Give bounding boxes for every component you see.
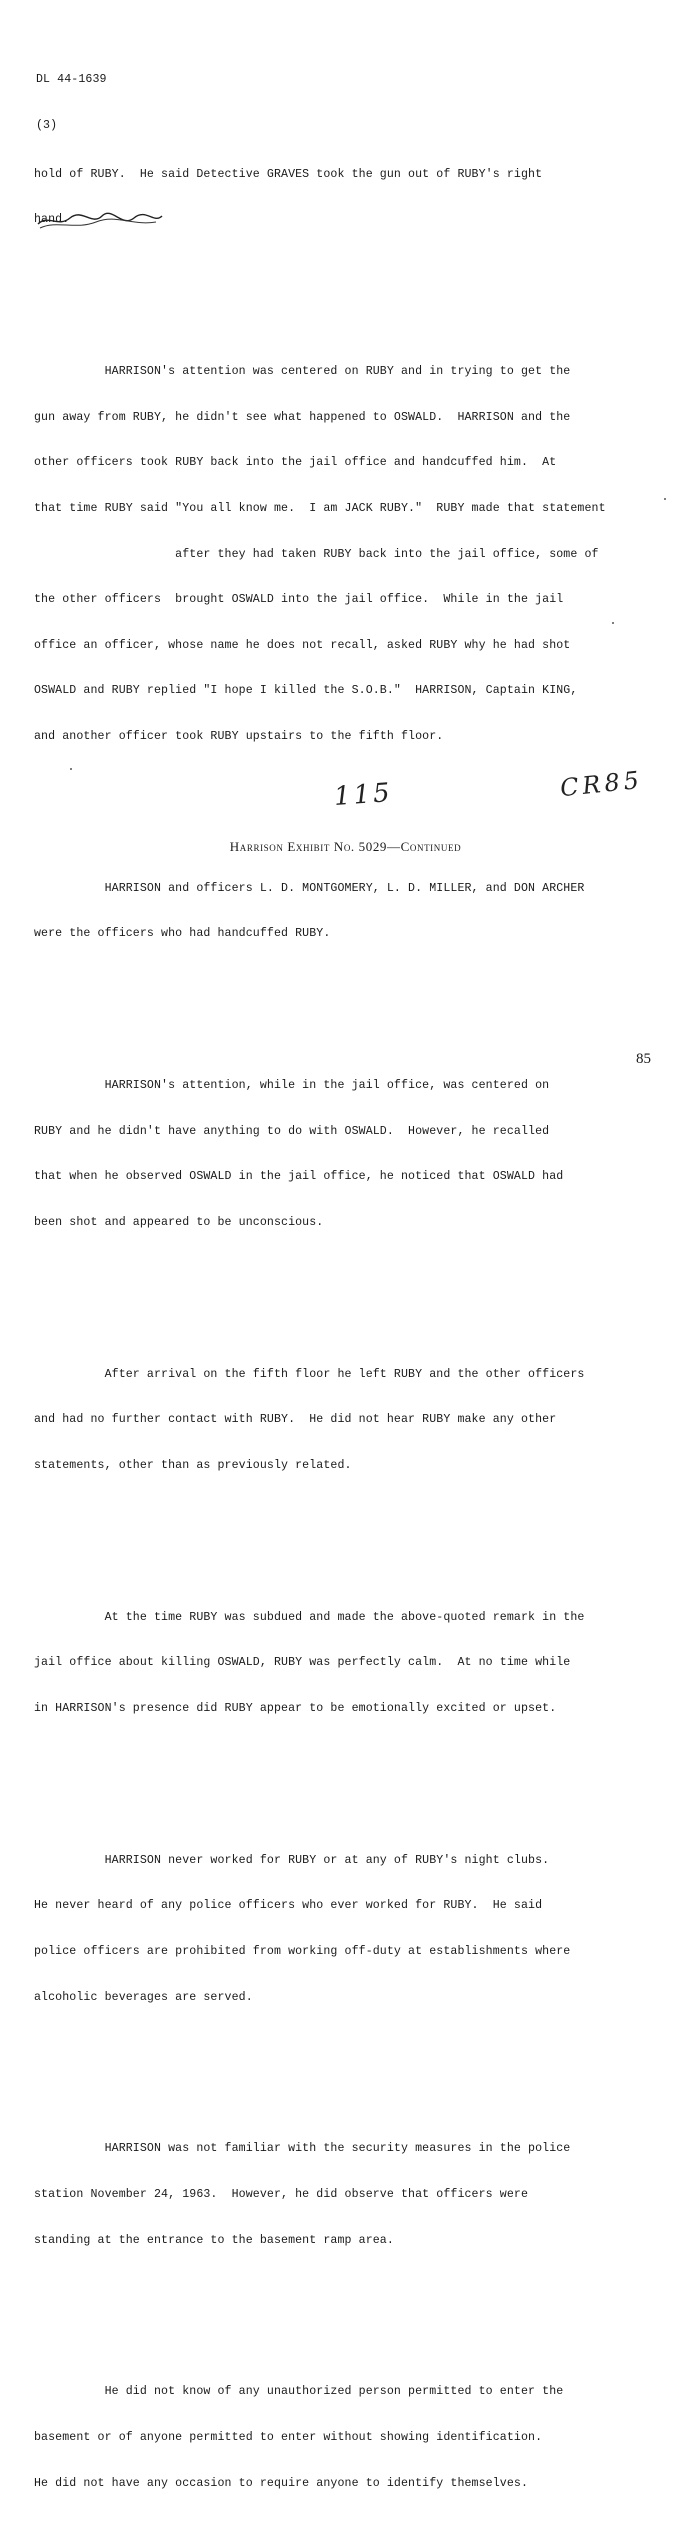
paragraph-6: [34, 1579, 674, 1746]
text-line: statements, other than as previously related.: [34, 1458, 352, 1472]
text-line: OSWALD and RUBY replied "I hope I killed the S.O.B." HARRISON, Captain KING,: [34, 684, 578, 698]
document-body: [34, 106, 674, 2536]
handwritten-page-annotation: 115: [333, 777, 394, 813]
paragraph-4: [34, 1048, 674, 1261]
paragraph-3: [34, 850, 674, 972]
text-line: alcoholic beverages are served.: [34, 1990, 253, 2004]
paragraph-1: [34, 136, 674, 258]
text-line: station November 24, 1963. However, he did observe that officers were: [34, 2187, 529, 2201]
scan-speck: [664, 498, 666, 500]
file-number: DL 44-1639: [36, 73, 107, 87]
text-line: HARRISON's attention, while in the jail office, was centered on: [34, 1079, 550, 1093]
paragraph-9: [34, 2354, 674, 2521]
text-line: After arrival on the fifth floor he left RUBY and the other officers: [34, 1367, 585, 1381]
text-line: HARRISON was not familiar with the security measures in the police: [34, 2142, 571, 2156]
text-line: HARRISON's attention was centered on RUBY and in trying to get the: [34, 365, 571, 379]
paragraph-7: [34, 1822, 674, 2035]
text-line: after they had taken RUBY back into the jail office, some of: [34, 547, 599, 561]
scan-speck: [612, 622, 614, 624]
text-line: HARRISON and officers L. D. MONTGOMERY, L. D. MILLER, and DON ARCHER: [34, 881, 585, 895]
text-line: were the officers who had handcuffed RUBY.: [34, 927, 331, 941]
text-line: hand.: [34, 213, 70, 227]
text-line: that when he observed OSWALD in the jail office, he noticed that OSWALD had: [34, 1170, 564, 1184]
handwritten-strikeout-scribble: [36, 210, 166, 232]
text-line: that time RUBY said "You all know me. I am JACK RUBY." RUBY made that statement: [34, 502, 606, 515]
paragraph-8: [34, 2111, 674, 2278]
page-marker: (3): [36, 118, 58, 132]
text-line: He did not have any occasion to require anyone to identify themselves.: [34, 2476, 529, 2490]
text-line: basement or of anyone permitted to enter without showing identification.: [34, 2430, 543, 2444]
text-line: other officers took RUBY back into the jail office and handcuffed him. At: [34, 456, 557, 470]
text-line: He never heard of any police officers who ever worked for RUBY. He said: [34, 1899, 543, 1913]
text-line: the other officers brought OSWALD into the jail office. While in the jail: [34, 593, 564, 607]
text-line: in HARRISON's presence did RUBY appear to be emotionally excited or upset.: [34, 1701, 557, 1715]
text-line: At the time RUBY was subdued and made the above-quoted remark in the: [34, 1610, 585, 1624]
text-line: hold of RUBY. He said Detective GRAVES took the gun out of RUBY's right: [34, 167, 543, 181]
text-line: He did not know of any unauthorized person permitted to enter the: [34, 2385, 564, 2399]
handwritten-commission-reference: CR85: [558, 765, 645, 803]
text-line: and another officer took RUBY upstairs to the fifth floor.: [34, 729, 444, 743]
text-line: jail office about killing OSWALD, RUBY was perfectly calm. At no time while: [34, 1656, 571, 1670]
text-line: and had no further contact with RUBY. He did not hear RUBY make any other: [34, 1413, 557, 1427]
text-line: office an officer, whose name he does not recall, asked RUBY why he had shot: [34, 638, 571, 652]
paragraph-2: [34, 334, 674, 775]
text-line: RUBY and he didn't have anything to do with OSWALD. However, he recalled: [34, 1124, 550, 1138]
paragraph-5: [34, 1336, 674, 1503]
page-number: 85: [636, 1051, 651, 1067]
text-line: gun away from RUBY, he didn't see what happened to OSWALD. HARRISON and the: [34, 410, 571, 424]
text-line: HARRISON never worked for RUBY or at any of RUBY's night clubs.: [34, 1853, 550, 1867]
text-line: standing at the entrance to the basement ramp area.: [34, 2233, 394, 2247]
exhibit-caption: Harrison Exhibit No. 5029—Continued: [229, 839, 462, 854]
text-line: been shot and appeared to be unconscious.: [34, 1215, 324, 1229]
text-line: police officers are prohibited from working off-duty at establishments where: [34, 1944, 571, 1958]
scan-speck: [70, 768, 72, 770]
